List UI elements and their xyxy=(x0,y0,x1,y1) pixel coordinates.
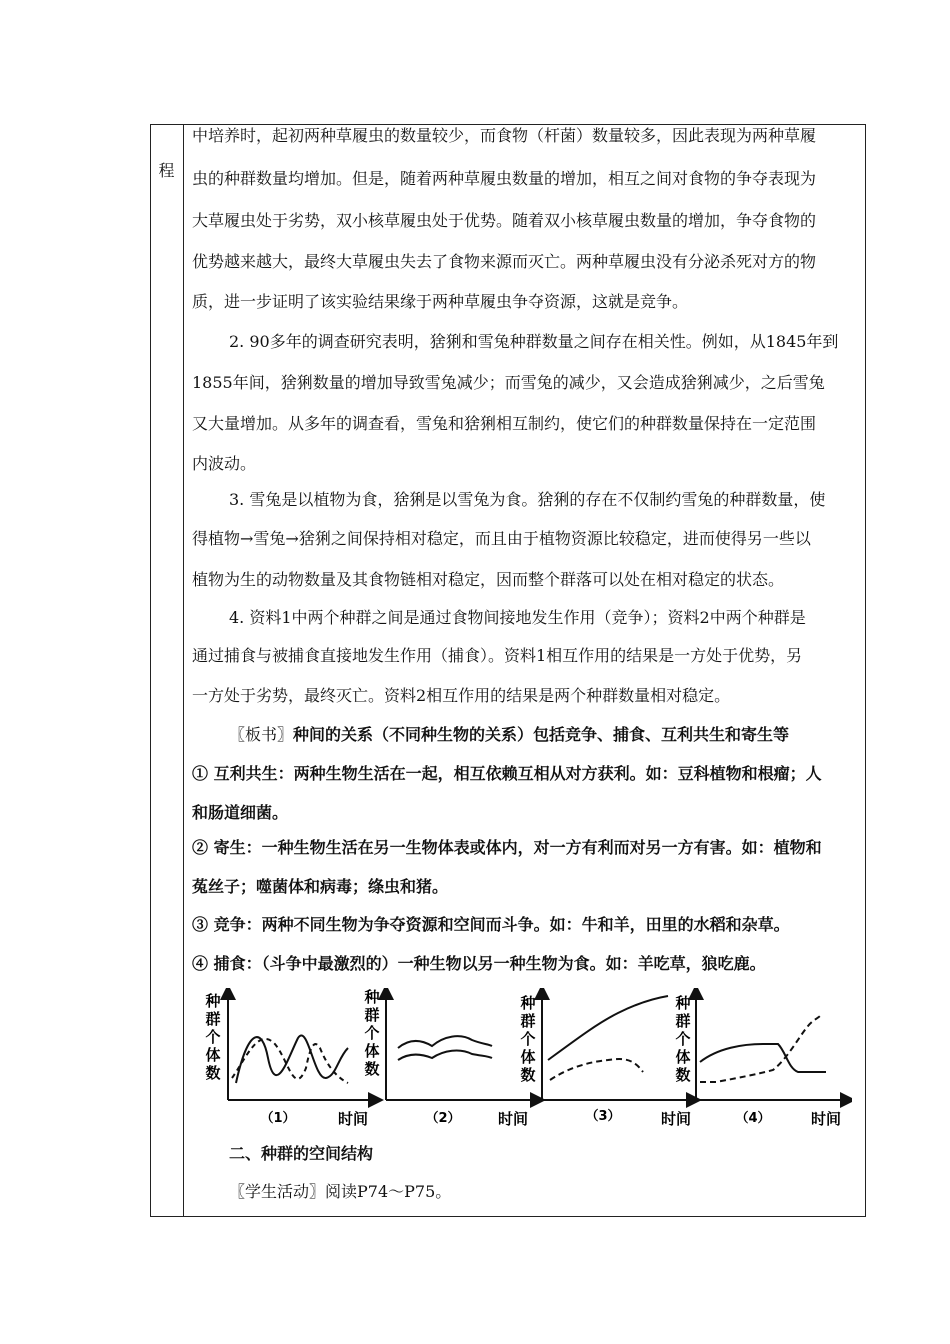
panel-label: （1） xyxy=(260,1111,296,1126)
x-axis-label: 时间 xyxy=(810,1110,842,1128)
text-line: 一方处于劣势，最终灭亡。资料2相互作用的结果是两个种群数量相对稳定。 xyxy=(192,686,731,705)
y-label-char: 群 xyxy=(205,1010,221,1028)
board-prefix: 〖板书〗 xyxy=(229,725,294,744)
x-axis-label: 时间 xyxy=(337,1110,369,1128)
y-label-char: 群 xyxy=(364,1006,380,1024)
y-label-char: 群 xyxy=(675,1012,691,1030)
y-label-char: 种 xyxy=(205,992,221,1010)
column-divider xyxy=(183,124,184,1217)
activity-line: 〖学生活动〗阅读P74～P75。 xyxy=(229,1182,452,1201)
text-line: 虫的种群数量均增加。但是，随着两种草履虫数量的增加，相互之间对食物的争夺表现为 xyxy=(192,169,817,188)
board-title: 种间的关系（不同种生物的关系）包括竞争、捕食、互利共生和寄生等 xyxy=(293,725,790,744)
y-label-char: 体 xyxy=(520,1048,536,1066)
y-label-char: 群 xyxy=(520,1012,536,1030)
y-label-char: 数 xyxy=(675,1066,691,1084)
text-line: 通过捕食与被捕食直接地发生作用（捕食）。资料1相互作用的结果是一方处于优势，另 xyxy=(192,646,803,665)
board-item: 和肠道细菌。 xyxy=(192,803,289,822)
text-line: 中培养时，起初两种草履虫的数量较少，而食物（杆菌）数量较多，因此表现为两种草履 xyxy=(192,126,817,145)
y-label-char: 个 xyxy=(520,1030,536,1048)
text-line: 3. 雪兔是以植物为食，猞猁是以雪兔为食。猞猁的存在不仅制约雪兔的种群数量，使 xyxy=(229,490,826,509)
text-line: 质，进一步证明了该实验结果缘于两种草履虫争夺资源，这就是竞争。 xyxy=(192,292,689,311)
section-heading: 二、种群的空间结构 xyxy=(229,1144,374,1163)
text-line: 内波动。 xyxy=(192,454,257,473)
panel-1 xyxy=(204,992,376,1128)
y-label-char: 体 xyxy=(205,1046,221,1064)
board-item: ① 互利共生：两种生物生活在一起，相互依赖互相从对方获利。如：豆科植物和根瘤；人 xyxy=(192,764,822,783)
x-axis-label: 时间 xyxy=(660,1110,692,1128)
y-label-char: 数 xyxy=(205,1064,221,1082)
population-curves-svg xyxy=(198,988,852,1128)
text-line: 大草履虫处于劣势，双小核草履虫处于优势。随着双小核草履虫数量的增加，争夺食物的 xyxy=(192,211,817,230)
panel-label: （3） xyxy=(585,1109,621,1124)
panel-4 xyxy=(674,992,848,1128)
series-solid xyxy=(700,1044,826,1072)
series-solid xyxy=(548,996,668,1060)
y-label-char: 个 xyxy=(364,1024,380,1042)
text-line: 1855年间，猞猁数量的增加导致雪兔减少；而雪兔的减少，又会造成猞猁减少，之后雪兔 xyxy=(192,373,825,392)
y-label-char: 种 xyxy=(520,994,536,1012)
side-label: 程 xyxy=(158,161,175,180)
board-item: 菟丝子；噬菌体和病毒；绦虫和猪。 xyxy=(192,877,449,896)
board-item: ③ 竞争：两种不同生物为争夺资源和空间而斗争。如：牛和羊，田里的水稻和杂草。 xyxy=(192,915,790,934)
text-line: 得植物→雪兔→猞猁之间保持相对稳定，而且由于植物资源比较稳定，进而使得另一些以 xyxy=(192,529,811,548)
series-dashed xyxy=(550,1059,643,1080)
panel-3 xyxy=(519,992,694,1128)
y-axis-label xyxy=(674,994,690,1084)
text-line: 4. 资料1中两个种群之间是通过食物间接地发生作用（竞争）；资料2中两个种群是 xyxy=(229,608,806,627)
text-line: 2. 90多年的调查研究表明，猞猁和雪兔种群数量之间存在相关性。例如，从1845年到 xyxy=(229,332,839,351)
y-label-char: 体 xyxy=(675,1048,691,1066)
population-curves-figure xyxy=(198,988,852,1128)
text-line: 优势越来越大，最终大草履虫失去了食物来源而灭亡。两种草履虫没有分泌杀死对方的物 xyxy=(192,252,817,271)
text-line: 又大量增加。从多年的调查看，雪兔和猞猁相互制约，使它们的种群数量保持在一定范围 xyxy=(192,414,817,433)
panel-2 xyxy=(363,988,538,1128)
y-axis-label xyxy=(519,994,535,1084)
y-label-char: 种 xyxy=(364,988,380,1006)
y-label-char: 数 xyxy=(520,1066,536,1084)
y-label-char: 个 xyxy=(205,1028,221,1046)
board-item: ② 寄生：一种生物生活在另一生物体表或体内，对一方有利而对另一方有害。如：植物和 xyxy=(192,838,822,857)
y-axis-label xyxy=(204,992,220,1082)
board-heading xyxy=(229,725,789,745)
y-label-char: 数 xyxy=(364,1060,380,1078)
series-upper xyxy=(398,1036,492,1048)
board-item: ④ 捕食：（斗争中最激烈的）一种生物以另一种生物为食。如：羊吃草，狼吃鹿。 xyxy=(192,954,766,973)
panel-label: （4） xyxy=(735,1111,771,1126)
series-lower xyxy=(398,1051,492,1060)
panel-label: （2） xyxy=(425,1111,461,1126)
y-axis-label xyxy=(363,988,379,1078)
y-label-char: 个 xyxy=(675,1030,691,1048)
y-label-char: 体 xyxy=(364,1042,380,1060)
y-label-char: 种 xyxy=(675,994,691,1012)
text-line: 植物为生的动物数量及其食物链相对稳定，因而整个群落可以处在相对稳定的状态。 xyxy=(192,570,785,589)
x-axis-label: 时间 xyxy=(497,1110,529,1128)
